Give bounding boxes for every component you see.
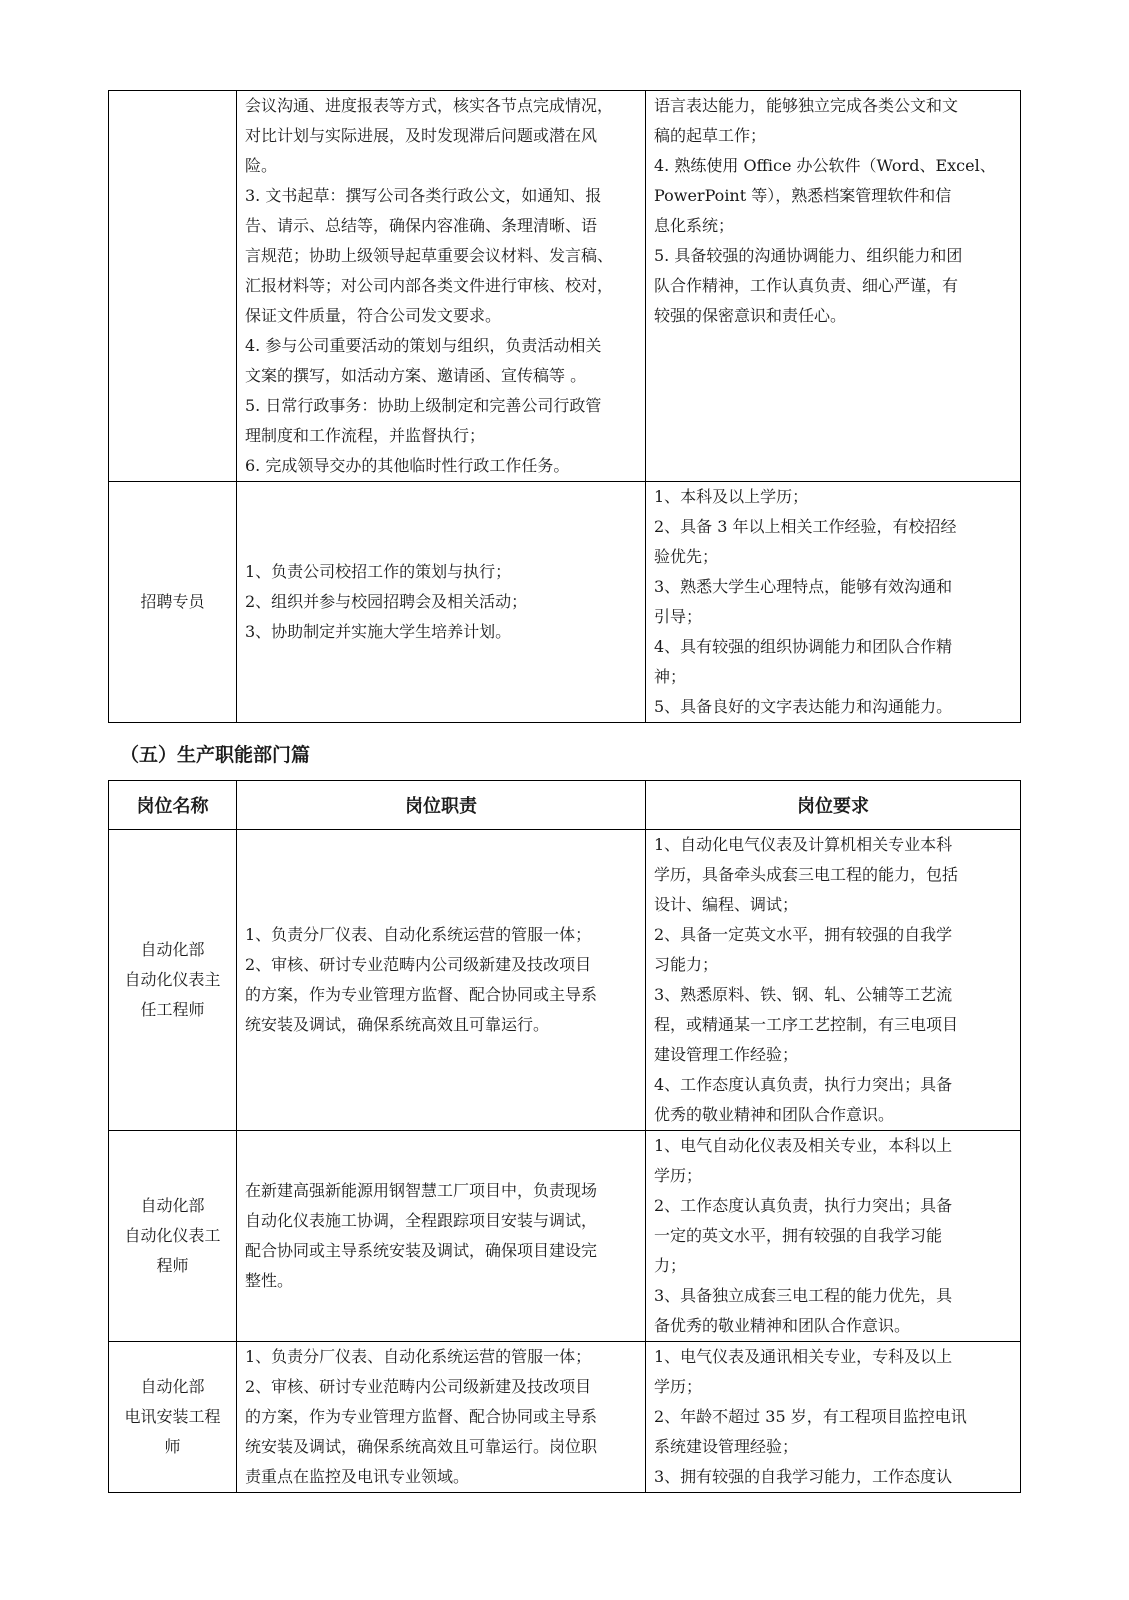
text-line: 队合作精神，工作认真负责、细心严谨，有: [654, 276, 959, 295]
text-line: 息化系统；: [654, 216, 735, 235]
text-line: 学历；: [654, 1377, 703, 1396]
job-title: 招聘专员: [140, 592, 205, 611]
duties-cell: [237, 1342, 646, 1493]
text-line: 的方案，作为专业管理方监督、配合协同或主导系: [245, 985, 598, 1004]
text-line: 理制度和工作流程，并监督执行；: [245, 426, 486, 445]
requirements-text: [646, 482, 1020, 722]
text-line: 1、本科及以上学历；: [654, 487, 809, 506]
text-line: 2、审核、研讨专业范畴内公司级新建及技改项目: [245, 955, 592, 974]
text-line: 自动化仪表施工协调，全程跟踪项目安装与调试，: [245, 1211, 598, 1230]
text-line: 一定的英文水平，拥有较强的自我学习能: [654, 1226, 943, 1245]
text-line: 3、具备独立成套三电工程的能力优先，具: [654, 1286, 953, 1305]
text-line: 3、熟悉大学生心理特点，能够有效沟通和: [654, 577, 953, 596]
job-title-line: 自动化仪表工: [124, 1226, 221, 1245]
text-line: 5. 具备较强的沟通协调能力、组织能力和团: [654, 246, 963, 265]
requirements-cell: [646, 1131, 1021, 1342]
requirements-text: [646, 1131, 1020, 1341]
text-line: 统安装及调试，确保系统高效且可靠运行。: [245, 1015, 550, 1034]
text-line: 力；: [654, 1256, 687, 1275]
job-title-cell: [109, 1342, 237, 1493]
text-line: 告、请示、总结等，确保内容准确、条理清晰、语: [245, 216, 598, 235]
job-title-line: 自动化部: [140, 1196, 205, 1215]
text-line: 配合协同或主导系统安装及调试，确保项目建设完: [245, 1241, 598, 1260]
text-line: 神；: [654, 667, 687, 686]
duties-text: [237, 91, 645, 481]
text-line: 1、电气仪表及通讯相关专业，专科及以上: [654, 1347, 953, 1366]
job-title-cell: [109, 482, 237, 723]
duties-text: [237, 557, 645, 647]
job-title-line: 自动化部: [140, 940, 205, 959]
job-table-continued: [108, 90, 1021, 723]
text-line: 1、负责公司校招工作的策划与执行；: [245, 562, 512, 581]
text-line: 险。: [245, 156, 278, 175]
text-line: 程，或精通某一工序工艺控制，有三电项目: [654, 1015, 959, 1034]
duties-cell: [237, 482, 646, 723]
requirements-text: [646, 830, 1020, 1130]
text-line: 较强的保密意识和责任心。: [654, 306, 847, 325]
header-job-requirements: 岗位要求: [646, 781, 1021, 830]
text-line: 2、具备一定英文水平，拥有较强的自我学: [654, 925, 953, 944]
text-line: 对比计划与实际进展，及时发现滞后问题或潜在风: [245, 126, 598, 145]
table-header-row: [109, 781, 1021, 830]
text-line: 责重点在监控及电讯专业领域。: [245, 1467, 470, 1486]
section-title: （五）生产职能部门篇: [120, 744, 311, 766]
table-row: [109, 1342, 1021, 1493]
duties-text: [237, 1342, 645, 1492]
duties-cell: [237, 91, 646, 482]
text-line: 4. 熟练使用 Office 办公软件（Word、Excel、: [654, 156, 996, 175]
text-line: 学历；: [654, 1166, 703, 1185]
text-line: 1、负责分厂仪表、自动化系统运营的管服一体；: [245, 925, 592, 944]
text-line: 汇报材料等；对公司内部各类文件进行审核、校对，: [245, 276, 614, 295]
text-line: 设计、编程、调试；: [654, 895, 799, 914]
job-title-line: 师: [164, 1437, 181, 1456]
table-row: [109, 482, 1021, 723]
text-line: 统安装及调试，确保系统高效且可靠运行。岗位职: [245, 1437, 598, 1456]
requirements-cell: [646, 91, 1021, 482]
text-line: 言规范；协助上级领导起草重要会议材料、发言稿、: [245, 246, 614, 265]
job-title-line: 任工程师: [140, 1000, 205, 1019]
text-line: 建设管理工作经验；: [654, 1045, 799, 1064]
text-line: 学历，具备牵头成套三电工程的能力，包括: [654, 865, 959, 884]
job-table-production: [108, 780, 1021, 1493]
text-line: 3、熟悉原料、铁、钢、轧、公辅等工艺流: [654, 985, 953, 1004]
job-title-cell: [109, 1131, 237, 1342]
requirements-cell: [646, 482, 1021, 723]
requirements-text: [646, 91, 1020, 331]
text-line: 3、协助制定并实施大学生培养计划。: [245, 622, 512, 641]
job-title-line: 电讯安装工程: [124, 1407, 221, 1426]
text-line: 5. 日常行政事务：协助上级制定和完善公司行政管: [245, 396, 602, 415]
text-line: 的方案，作为专业管理方监督、配合协同或主导系: [245, 1407, 598, 1426]
text-line: 引导；: [654, 607, 703, 626]
text-line: 文案的撰写，如活动方案、邀请函、宣传稿等 。: [245, 366, 587, 385]
text-line: 备优秀的敬业精神和团队合作意识。: [654, 1316, 911, 1335]
text-line: 稿的起草工作；: [654, 126, 767, 145]
job-title-line: 自动化部: [140, 1377, 205, 1396]
header-job-duties: 岗位职责: [237, 781, 646, 830]
text-line: 3. 文书起草：撰写公司各类行政公文，如通知、报: [245, 186, 602, 205]
text-line: 2、具备 3 年以上相关工作经验，有校招经: [654, 517, 957, 536]
text-line: 2、年龄不超过 35 岁，有工程项目监控电讯: [654, 1407, 967, 1426]
job-title-line: 自动化仪表主: [124, 970, 221, 989]
text-line: 4、工作态度认真负责，执行力突出；具备: [654, 1075, 953, 1094]
text-line: 5、具备良好的文字表达能力和沟通能力。: [654, 697, 953, 716]
duties-text: [237, 1176, 645, 1296]
text-line: PowerPoint 等），熟悉档案管理软件和信: [654, 186, 952, 205]
text-line: 1、电气自动化仪表及相关专业，本科以上: [654, 1136, 953, 1155]
duties-cell: [237, 1131, 646, 1342]
table-row: [109, 91, 1021, 482]
job-title-cell: [109, 91, 237, 482]
text-line: 6. 完成领导交办的其他临时性行政工作任务。: [245, 456, 570, 475]
requirements-text: [646, 1342, 1020, 1492]
text-line: 系统建设管理经验；: [654, 1437, 799, 1456]
text-line: 会议沟通、进度报表等方式，核实各节点完成情况，: [245, 96, 614, 115]
requirements-cell: [646, 1342, 1021, 1493]
text-line: 4. 参与公司重要活动的策划与组织，负责活动相关: [245, 336, 602, 355]
requirements-cell: [646, 830, 1021, 1131]
text-line: 2、组织并参与校园招聘会及相关活动；: [245, 592, 528, 611]
job-title-line: 程师: [156, 1256, 189, 1275]
text-line: 1、负责分厂仪表、自动化系统运营的管服一体；: [245, 1347, 592, 1366]
text-line: 在新建高强新能源用钢智慧工厂项目中，负责现场: [245, 1181, 598, 1200]
text-line: 1、自动化电气仪表及计算机相关专业本科: [654, 835, 953, 854]
job-title-cell: [109, 830, 237, 1131]
text-line: 3、拥有较强的自我学习能力，工作态度认: [654, 1467, 953, 1486]
text-line: 4、具有较强的组织协调能力和团队合作精: [654, 637, 953, 656]
text-line: 验优先；: [654, 547, 719, 566]
duties-text: [237, 920, 645, 1040]
table-row: [109, 1131, 1021, 1342]
header-job-name: 岗位名称: [109, 781, 237, 830]
text-line: 2、审核、研讨专业范畴内公司级新建及技改项目: [245, 1377, 592, 1396]
text-line: 保证文件质量，符合公司发文要求。: [245, 306, 502, 325]
text-line: 优秀的敬业精神和团队合作意识。: [654, 1105, 895, 1124]
text-line: 语言表达能力，能够独立完成各类公文和文: [654, 96, 959, 115]
duties-cell: [237, 830, 646, 1131]
text-line: 2、工作态度认真负责，执行力突出；具备: [654, 1196, 953, 1215]
text-line: 整性。: [245, 1271, 294, 1290]
text-line: 习能力；: [654, 955, 719, 974]
table-row: [109, 830, 1021, 1131]
